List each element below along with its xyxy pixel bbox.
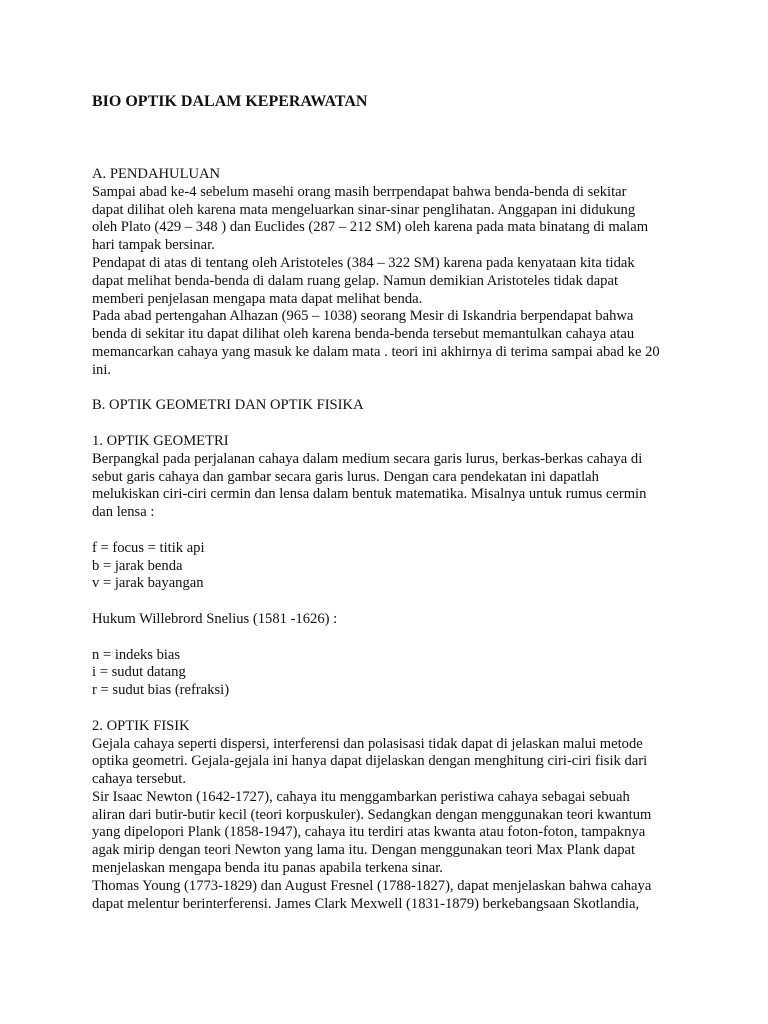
text-line: optika geometri. Gejala-gejala ini hanya dapat dijelaskan dengan menghitung ciri-ciri fisik dari (92, 753, 648, 770)
text-line: A. PENDAHULUAN (92, 166, 221, 182)
text-line: B. OPTIK GEOMETRI DAN OPTIK FISIKA (92, 397, 364, 414)
text-line: dan lensa : (92, 504, 155, 521)
text-line: memancarkan cahaya yang masuk ke dalam mata . teori ini akhirnya di terima sampai abad ke 20 (92, 343, 660, 360)
text-line: Pendapat di atas di tentang oleh Aristoteles (384 – 322 SM) karena pada kenyataan kita tidak (92, 254, 635, 271)
text-line: hari tampak bersinar. (92, 237, 215, 254)
title-spacing (92, 112, 728, 166)
text-line: aliran dari butir-butir kecil (teori korpuskuler). Sedangkan dengan menggunakan teori kwantum (92, 806, 652, 823)
blank-line (92, 415, 728, 433)
text-line: 1. OPTIK GEOMETRI (92, 432, 229, 449)
text-line: f = focus = titik api (92, 539, 205, 556)
text-line: melukiskan ciri-ciri cermin dan lensa dalam bentuk matematika. Misalnya untuk rumus cermin (92, 486, 647, 503)
text-line: v = jarak bayangan (92, 575, 204, 592)
text-line: menjelaskan mengapa benda itu panas apabila terkena sinar. (92, 860, 443, 877)
blank-line (92, 629, 728, 647)
text-line: dapat melihat benda-benda di dalam ruang gelap. Namun demikian Aristoteles tidak dapat (92, 272, 619, 289)
document-body (92, 166, 728, 913)
text-line: b = jarak benda (92, 557, 183, 574)
text-line: i = sudut datang (92, 664, 186, 681)
text-line: benda di sekitar itu dapat dilihat oleh karena benda-benda tersebut memantulkan cahaya atau (92, 326, 635, 343)
text-line: n = indeks bias (92, 646, 181, 663)
text-line: 2. OPTIK FISIK (92, 717, 190, 734)
text-line: Thomas Young (1773-1829) dan August Fresnel (1788-1827), dapat menjelaskan bahwa cahaya (92, 877, 652, 894)
text-line: oleh Plato (429 – 348 ) dan Euclides (287 – 212 SM) oleh karena pada mata binatang di malam (92, 219, 649, 236)
text-line: agak mirip dengan teori Newton yang lama itu. Dengan menggunakan teori Max Plank dapat (92, 842, 636, 859)
blank-line (92, 380, 728, 398)
text-line: Sir Isaac Newton (1642-1727), cahaya itu menggambarkan peristiwa cahaya sebagai sebuah (92, 788, 630, 805)
text-line: Berpangkal pada perjalanan cahaya dalam medium secara garis lurus, berkas-berkas cahaya di (92, 450, 643, 467)
text-line: yang dipelopori Plank (1858-1947), cahaya itu terdiri atas kwanta atau foton-foton, tampaknya (92, 824, 646, 841)
text-line: ini. (92, 361, 112, 378)
text-line: dapat dilihat oleh karena mata mengeluarkan sinar-sinar penglihatan. Anggapan ini didukung (92, 201, 636, 218)
text-line: Hukum Willebrord Snelius (1581 -1626) : (92, 610, 338, 627)
document-title: BIO OPTIK DALAM KEPERAWATAN (92, 93, 368, 110)
text-line: memberi penjelasan mengapa mata dapat melihat benda. (92, 290, 423, 307)
blank-line (92, 522, 728, 540)
blank-line (92, 593, 728, 611)
text-line: r = sudut bias (refraksi) (92, 682, 230, 699)
text-line: sebut garis cahaya dan gambar secara garis lurus. Dengan cara pendekatan ini dapatlah (92, 468, 599, 485)
text-line: Pada abad pertengahan Alhazan (965 – 1038) seorang Mesir di Iskandria berpendapat bahwa (92, 308, 634, 325)
text-line: Gejala cahaya seperti dispersi, interferensi dan polasisasi tidak dapat di jelaskan malui metode (92, 735, 643, 752)
text-line: cahaya tersebut. (92, 771, 186, 788)
text-line: Sampai abad ke-4 sebelum masehi orang masih berrpendapat bahwa benda-benda di sekitar (92, 183, 627, 200)
blank-line (92, 700, 728, 718)
text-line: dapat melentur berinterferensi. James Clark Mexwell (1831-1879) berkebangsaan Skotlandia, (92, 895, 640, 912)
